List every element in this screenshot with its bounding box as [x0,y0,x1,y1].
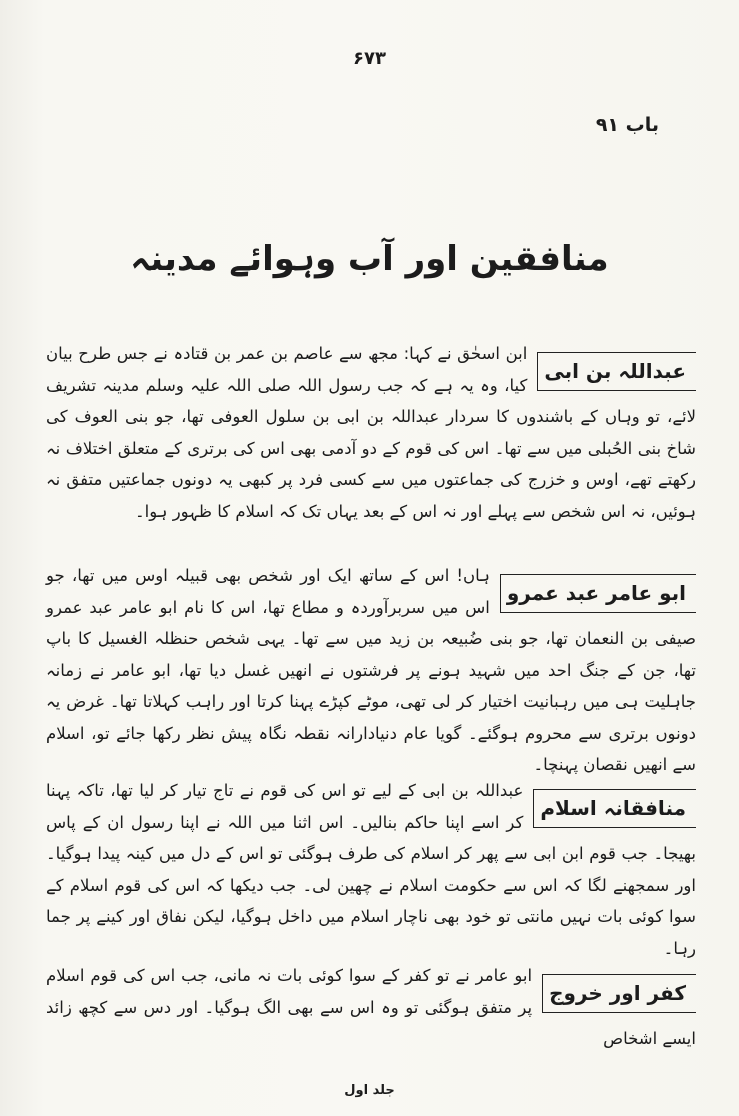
side-heading: ابو عامر عبد عمرو [500,574,696,613]
section-hypocritical-islam [46,775,696,964]
section-kufr-and-exit [46,960,696,1055]
side-heading: عبداللہ بن ابی [537,352,696,391]
section-text: ہاں! اس کے ساتھ ایک اور شخص بھی قبیلہ اوس میں تھا، جو اس میں سربرآوردہ و مطاع تھا، اس کا نام ابو عامر عبد عمرو صیفی بن النعمان تھا، جو بنی ضُبیعہ بن زید میں سے تھا۔ یہی شخص حنظلہ الغسیل کا باپ تھا، جن کے جنگ احد میں شہید ہونے پر فرشتوں نے انھیں غسل دیا تھا، ابو عامر نے زمانہ جاہلیت ہی میں رہبانیت اختیار کر لی تھی، موٹے کپڑے پہنا کرتا اور راہب کہلاتا تھا۔ غرض یہ دونوں برتری سے محروم ہوگئے۔ گویا عام دنیادارانہ نقطہ نگاہ پیش نظر رکھا جائے تو، اسلام سے انھیں نقصان پہنچا۔ [46,566,696,774]
side-heading: کفر اور خروج [542,974,696,1013]
section-text: ابن اسحٰق نے کہا: مجھ سے عاصم بن عمر بن قتادہ نے جس طرح بیان کیا، وہ یہ ہے کہ جب رسول اللہ صلی اللہ علیہ وسلم مدینہ تشریف لائے، تو وہاں کے باشندوں کا سردار عبداللہ بن ابی بن سلول العوفی تھا، جو بنی العوف کی شاخ بنی الحُبلی میں سے تھا۔ اس کی قوم کے دو آدمی بھی اس کی برتری کے متعلق اختلاف نہ رکھتے تھے، اوس و خزرج کی جماعتوں میں سے کسی فرد پر کبھی یہ دونوں جماعتیں متفق نہ ہوئیں، نہ اس شخص سے پہلے اور نہ اس کے بعد یہاں تک کہ اسلام کا ظہور ہوا۔ [46,344,696,521]
chapter-title: منافقین اور آب وہوائے مدینہ [130,239,609,279]
chapter-label: باب ۹۱ [595,114,659,136]
section-abdullah-bin-ubayy [46,338,696,527]
section-text: عبداللہ بن ابی کے لیے تو اس کی قوم نے تاج تیار کر لیا تھا، تاکہ پہنا کر اسے اپنا حاکم بنالیں۔ اس اثنا میں اللہ نے اپنا رسول ان کے پاس بھیجا۔ جب قوم ابن ابی سے پھر کر اسلام کی طرف ہوگئی تو اس کے دل میں کینہ پیدا ہوگیا۔ اور سمجھنے لگا کہ اس سے حکومت اسلام نے چھین لی۔ جب دیکھا کہ اس کی قوم اسلام کے سوا کوئی بات نہیں مانتی تو خود بھی ناچار اسلام میں داخل ہوگیا، لیکن نفاق اور کینے پر جما رہا۔ [46,781,696,958]
volume-footer: جلد اول [344,1083,395,1098]
section-text: ابو عامر نے تو کفر کے سوا کوئی بات نہ مانی، جب اس کی قوم اسلام پر متفق ہوگئی تو وہ اس سے بھی الگ ہوگیا۔ اور دس سے کچھ زائد ایسے اشخاص [46,966,696,1048]
side-heading: منافقانہ اسلام [533,789,696,828]
page-number: ۶۷۳ [353,48,386,69]
section-abu-amir [46,560,696,781]
